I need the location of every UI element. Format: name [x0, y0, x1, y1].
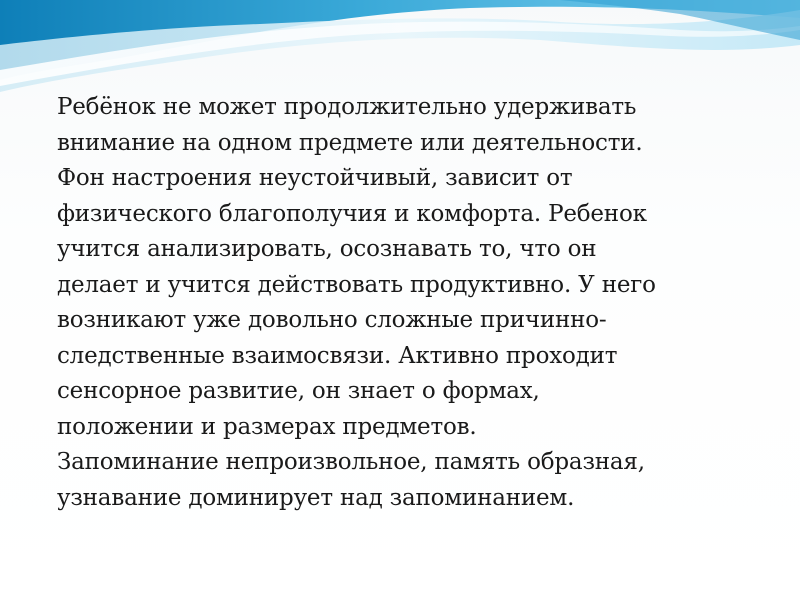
text-line: узнавание доминирует над запоминанием.	[57, 484, 575, 511]
text-line: внимание на одном предмете или деятельности.	[57, 129, 643, 156]
slide-body-text	[57, 90, 777, 516]
text-line: физического благополучия и комфорта. Ребенок	[57, 200, 647, 227]
text-line: делает и учится действовать продуктивно. У него	[57, 271, 656, 298]
text-line: возникают уже довольно сложные причинно-	[57, 307, 607, 333]
text-line: следственные взаимосвязи. Активно проходит	[57, 342, 618, 369]
text-line: Ребёнок не может продолжительно удерживать	[57, 94, 637, 120]
text-line: учится анализировать, осознавать то, что он	[57, 236, 597, 262]
text-line: Запоминание непроизвольное, память образная,	[57, 449, 645, 475]
text-line: сенсорное развитие, он знает о формах,	[57, 378, 540, 404]
text-line: положении и размерах предметов.	[57, 413, 477, 440]
text-line: Фон настроения неустойчивый, зависит от	[57, 165, 573, 191]
